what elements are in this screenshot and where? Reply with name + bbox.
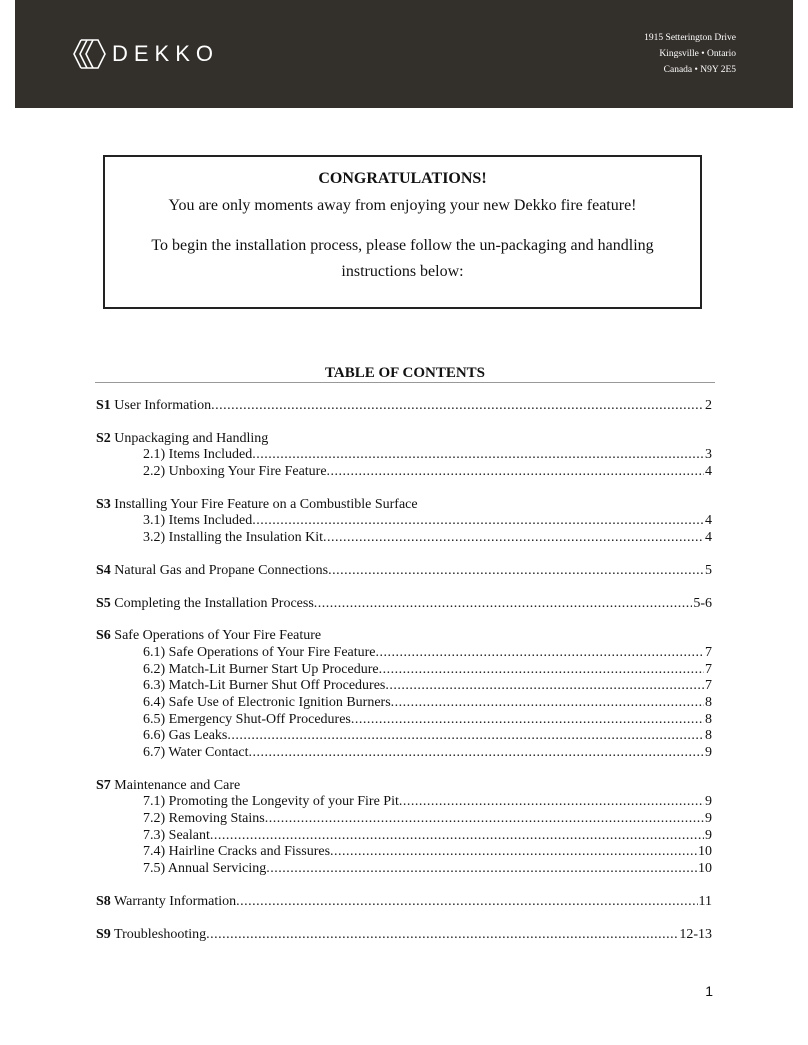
toc-section-code: S8 <box>96 893 111 909</box>
toc-leader-dots <box>252 447 704 464</box>
toc-page-number: 7 <box>705 661 712 677</box>
toc-section-title: Maintenance and Care <box>110 777 241 793</box>
toc-entry[interactable] <box>96 927 712 944</box>
toc-section-code: S1 <box>96 398 111 413</box>
toc-subentry-label: 6.3) Match-Lit Burner Shut Off Procedures <box>143 678 386 694</box>
toc-leader-dots <box>236 894 697 911</box>
toc-leader-dots <box>252 513 704 530</box>
toc-section-title: Unpackaging and Handling <box>110 430 269 446</box>
toc-page-number: 9 <box>705 745 712 760</box>
address-line-2: Kingsville • Ontario <box>659 49 736 59</box>
toc-subentry-label: 7.1) Promoting the Longevity of your Fire Pit <box>143 794 399 810</box>
toc-section-title: Completing the Installation Process <box>110 595 314 611</box>
toc-leader-dots <box>265 811 704 828</box>
toc-subentry-label: 7.5) Annual Servicing <box>143 861 267 877</box>
toc-section-title: Troubleshooting <box>110 926 207 942</box>
table-of-contents <box>96 398 712 959</box>
toc-section-title: Warranty Information <box>110 893 237 909</box>
toc-divider <box>95 382 715 383</box>
congratulations-box <box>103 155 702 309</box>
toc-entry-label <box>96 563 328 580</box>
toc-section-code: S5 <box>96 595 111 611</box>
toc-entry-label <box>96 927 206 944</box>
toc-section <box>96 431 712 481</box>
toc-section <box>96 927 712 944</box>
toc-leader-dots <box>314 596 693 613</box>
installation-instructions: To begin the installation process, please follow the un-packaging and handling instructions below: <box>151 237 654 280</box>
toc-section-title: Natural Gas and Propane Connections <box>110 562 329 578</box>
toc-entry-label <box>96 398 211 415</box>
toc-subentry[interactable] <box>96 712 712 729</box>
toc-page-number: 2 <box>705 398 712 413</box>
toc-page-number: 12-13 <box>679 926 712 942</box>
toc-section <box>96 497 712 547</box>
toc-subentry[interactable] <box>96 464 712 481</box>
toc-subentry-label: 6.7) Water Contact <box>143 745 249 760</box>
toc-title: TABLE OF CONTENTS <box>324 365 486 381</box>
toc-section-code: S7 <box>96 777 111 793</box>
congratulations-subtitle: You are only moments away from enjoying your new Dekko fire feature! <box>168 197 637 214</box>
toc-entry[interactable] <box>96 894 712 911</box>
page-number: 1 <box>705 983 713 999</box>
toc-leader-dots <box>210 828 704 845</box>
toc-entry[interactable] <box>96 497 712 514</box>
toc-subentry-label: 2.1) Items Included <box>143 447 253 463</box>
toc-page-number: 10 <box>698 844 712 860</box>
toc-section <box>96 596 712 613</box>
toc-entry-label <box>96 778 240 793</box>
toc-section-code: S2 <box>96 430 111 446</box>
toc-leader-dots <box>206 927 678 944</box>
toc-subentry[interactable] <box>96 678 712 695</box>
toc-entry[interactable] <box>96 398 712 415</box>
company-address <box>644 30 736 78</box>
toc-section <box>96 778 712 878</box>
toc-subentry-label: 7.3) Sealant <box>143 827 210 843</box>
toc-page-number: 9 <box>705 827 712 843</box>
toc-section-code: S9 <box>96 926 111 942</box>
toc-section-title: Installing Your Fire Feature on a Combustible Surface <box>110 496 418 512</box>
toc-leader-dots <box>379 662 704 679</box>
toc-section <box>96 398 712 415</box>
toc-leader-dots <box>351 712 704 729</box>
toc-section-title: User Information <box>110 398 212 413</box>
toc-subentry-label: 2.2) Unboxing Your Fire Feature <box>143 464 327 480</box>
toc-section-code: S4 <box>96 562 111 578</box>
toc-subentry-label: 6.2) Match-Lit Burner Start Up Procedure <box>143 661 379 677</box>
toc-subentry[interactable] <box>96 828 712 845</box>
toc-entry-label <box>96 431 268 446</box>
toc-subentry[interactable] <box>96 794 712 811</box>
toc-entry[interactable] <box>96 596 712 613</box>
toc-section <box>96 894 712 911</box>
congratulations-title: CONGRATULATIONS! <box>318 170 487 187</box>
toc-entry[interactable] <box>96 628 712 645</box>
toc-entry[interactable] <box>96 563 712 580</box>
toc-page-number: 7 <box>705 644 712 660</box>
toc-page-number: 9 <box>705 794 712 810</box>
toc-entry-label <box>96 628 321 643</box>
toc-section-code: S6 <box>96 628 111 644</box>
toc-leader-dots <box>227 728 704 745</box>
toc-subentry[interactable] <box>96 745 712 762</box>
toc-page-number: 4 <box>705 464 712 480</box>
address-line-3: Canada • N9Y 2E5 <box>663 65 736 75</box>
toc-leader-dots <box>391 695 704 712</box>
toc-page-number: 8 <box>705 711 712 727</box>
toc-subentry[interactable] <box>96 447 712 464</box>
toc-subentry[interactable] <box>96 811 712 828</box>
toc-section <box>96 563 712 580</box>
toc-page-number: 10 <box>698 861 712 877</box>
toc-section <box>96 628 712 762</box>
toc-leader-dots <box>328 563 704 580</box>
toc-leader-dots <box>376 645 704 662</box>
toc-subentry[interactable] <box>96 530 712 547</box>
toc-subentry[interactable] <box>96 695 712 712</box>
toc-page-number: 8 <box>705 728 712 744</box>
toc-section-code: S3 <box>96 496 111 512</box>
toc-leader-dots <box>399 794 704 811</box>
toc-subentry-label: 6.5) Emergency Shut-Off Procedures <box>143 711 351 727</box>
brand-name: DEKKO <box>112 41 220 66</box>
toc-subentry[interactable] <box>96 662 712 679</box>
toc-subentry[interactable] <box>96 513 712 530</box>
toc-subentry-label: 7.4) Hairline Cracks and Fissures <box>143 844 331 860</box>
address-line-1: 1915 Setterington Drive <box>644 33 736 43</box>
toc-leader-dots <box>385 678 704 695</box>
dekko-logo <box>72 38 220 70</box>
toc-section-title: Safe Operations of Your Fire Feature <box>110 628 322 644</box>
toc-subentry-label: 6.4) Safe Use of Electronic Ignition Burners <box>143 694 391 710</box>
toc-page-number: 11 <box>698 893 712 909</box>
toc-page-number: 7 <box>705 678 712 694</box>
toc-leader-dots <box>323 530 704 547</box>
toc-subentry-label: 6.1) Safe Operations of Your Fire Feature <box>143 644 376 660</box>
toc-leader-dots <box>327 464 704 481</box>
toc-page-number: 5 <box>705 562 712 578</box>
toc-page-number: 3 <box>705 447 712 463</box>
toc-subentry-label: 3.2) Installing the Insulation Kit <box>143 530 324 546</box>
toc-subentry[interactable] <box>96 844 712 861</box>
toc-entry-label <box>96 497 418 512</box>
toc-page-number: 9 <box>705 811 712 827</box>
toc-page-number: 5-6 <box>693 595 712 611</box>
toc-leader-dots <box>249 745 704 762</box>
toc-page-number: 8 <box>705 694 712 710</box>
toc-subentry-label: 7.2) Removing Stains <box>143 811 265 827</box>
toc-entry[interactable] <box>96 431 712 448</box>
toc-subentry-label: 6.6) Gas Leaks <box>143 728 228 744</box>
page-header <box>15 0 793 108</box>
toc-page-number: 4 <box>705 513 712 529</box>
toc-page-number: 4 <box>705 530 712 546</box>
toc-entry[interactable] <box>96 778 712 795</box>
toc-entry-label <box>96 894 236 911</box>
toc-leader-dots <box>330 844 697 861</box>
dekko-logo-mark-icon <box>72 38 106 70</box>
toc-subentry[interactable] <box>96 861 712 878</box>
toc-subentry[interactable] <box>96 728 712 745</box>
toc-leader-dots <box>211 398 704 415</box>
toc-subentry[interactable] <box>96 645 712 662</box>
toc-entry-label <box>96 596 314 613</box>
toc-leader-dots <box>266 861 697 878</box>
toc-subentry-label: 3.1) Items Included <box>143 513 253 529</box>
